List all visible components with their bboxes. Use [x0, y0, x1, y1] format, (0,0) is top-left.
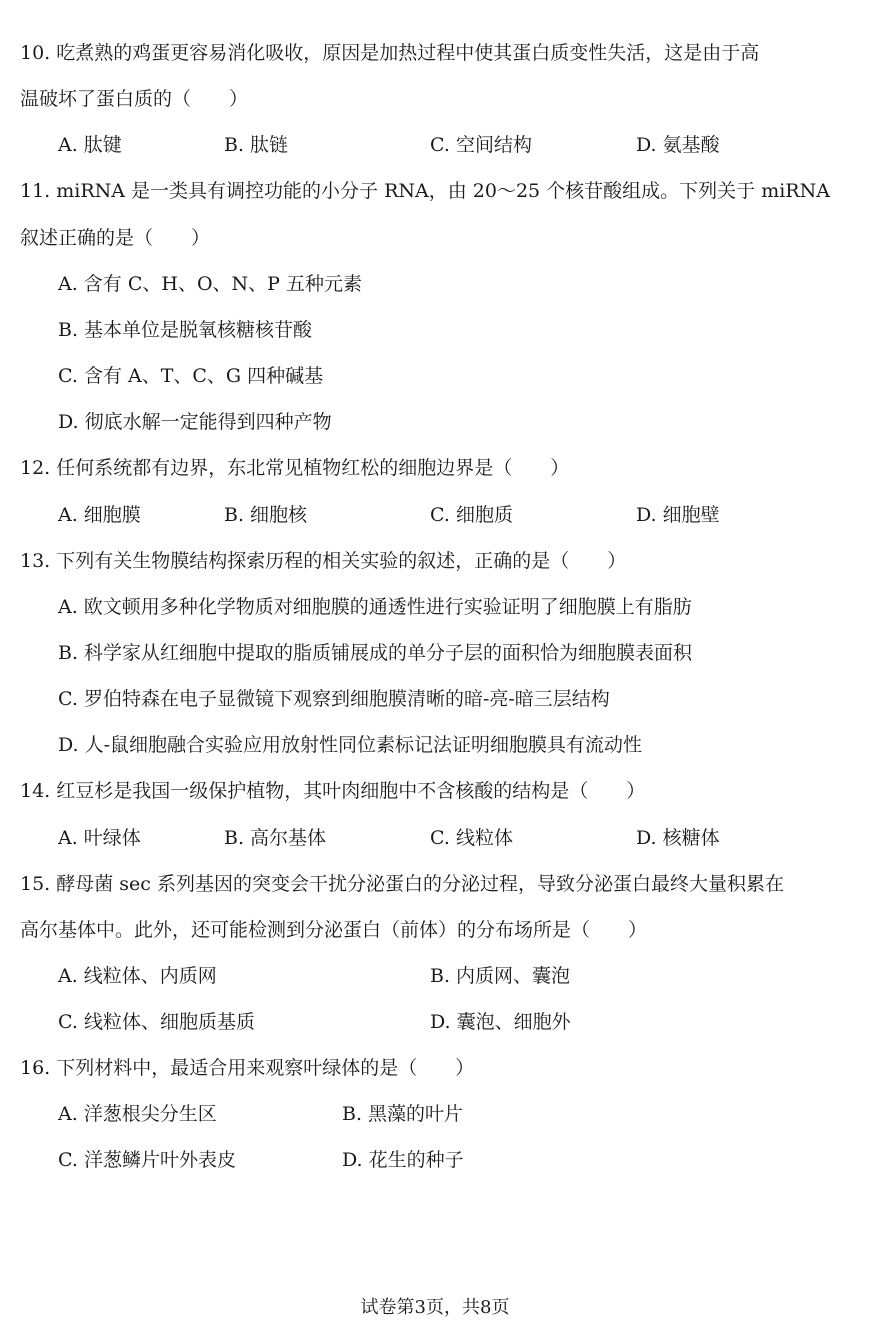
question-15-stem-line-2: 高尔基体中。此外，还可能检测到分泌蛋白（前体）的分布场所是（ ） [20, 919, 648, 941]
question-12-option-c: C. 细胞质 [430, 504, 513, 526]
question-14-stem: 14. 红豆杉是我国一级保护植物，其叶肉细胞中不含核酸的结构是（ ） [20, 780, 646, 802]
question-15-stem-line-1: 15. 酵母菌 sec 系列基因的突变会干扰分泌蛋白的分泌过程，导致分泌蛋白最终大量积累在 [20, 873, 784, 895]
question-11-option-a: A. 含有 C、H、O、N、P 五种元素 [58, 273, 362, 295]
question-11-stem-line-2: 叙述正确的是（ ） [20, 227, 211, 249]
question-12-option-a: A. 细胞膜 [58, 504, 141, 526]
question-16-option-d: D. 花生的种子 [342, 1149, 464, 1171]
question-10-option-c: C. 空间结构 [430, 134, 532, 156]
question-16-stem: 16. 下列材料中，最适合用来观察叶绿体的是（ ） [20, 1057, 475, 1079]
question-13-option-c: C. 罗伯特森在电子显微镜下观察到细胞膜清晰的暗-亮-暗三层结构 [58, 688, 610, 710]
question-12-option-d: D. 细胞壁 [636, 504, 720, 526]
question-15-option-d: D. 囊泡、细胞外 [430, 1011, 571, 1033]
question-12-option-b: B. 细胞核 [224, 504, 308, 526]
question-13-option-d: D. 人-鼠细胞融合实验应用放射性同位素标记法证明细胞膜具有流动性 [58, 734, 643, 756]
question-11-option-b: B. 基本单位是脱氧核糖核苷酸 [58, 319, 313, 341]
question-15-option-b: B. 内质网、囊泡 [430, 965, 571, 987]
question-10-option-d: D. 氨基酸 [636, 134, 720, 156]
question-10-stem-line-2: 温破坏了蛋白质的（ ） [20, 88, 249, 110]
question-11-stem-line-1: 11. miRNA 是一类具有调控功能的小分子 RNA，由 20～25 个核苷酸组成。下列关于 miRNA [20, 180, 830, 202]
question-14-option-d: D. 核糖体 [636, 827, 720, 849]
question-14-option-a: A. 叶绿体 [58, 827, 141, 849]
question-13-option-a: A. 欧文顿用多种化学物质对细胞膜的通透性进行实验证明了细胞膜上有脂肪 [58, 596, 692, 618]
question-15-option-a: A. 线粒体、内质网 [58, 965, 217, 987]
question-14-option-b: B. 高尔基体 [224, 827, 327, 849]
question-16-option-a: A. 洋葱根尖分生区 [58, 1103, 217, 1125]
question-15-option-c: C. 线粒体、细胞质基质 [58, 1011, 255, 1033]
question-11-option-d: D. 彻底水解一定能得到四种产物 [58, 411, 332, 433]
question-16-option-c: C. 洋葱鳞片叶外表皮 [58, 1149, 236, 1171]
question-11-option-c: C. 含有 A、T、C、G 四种碱基 [58, 365, 324, 387]
page-footer: 试卷第3页，共8页 [360, 1297, 510, 1318]
question-16-option-b: B. 黑藻的叶片 [342, 1103, 464, 1125]
question-14-option-c: C. 线粒体 [430, 827, 513, 849]
question-10-option-b: B. 肽链 [224, 134, 289, 156]
question-10-option-a: A. 肽键 [58, 134, 122, 156]
question-13-option-b: B. 科学家从红细胞中提取的脂质铺展成的单分子层的面积恰为细胞膜表面积 [58, 642, 693, 664]
question-12-stem: 12. 任何系统都有边界，东北常见植物红松的细胞边界是（ ） [20, 457, 570, 479]
question-13-stem: 13. 下列有关生物膜结构探索历程的相关实验的叙述，正确的是（ ） [20, 550, 627, 572]
question-10-stem-line-1: 10. 吃煮熟的鸡蛋更容易消化吸收，原因是加热过程中使其蛋白质变性失活，这是由于高 [20, 42, 760, 64]
